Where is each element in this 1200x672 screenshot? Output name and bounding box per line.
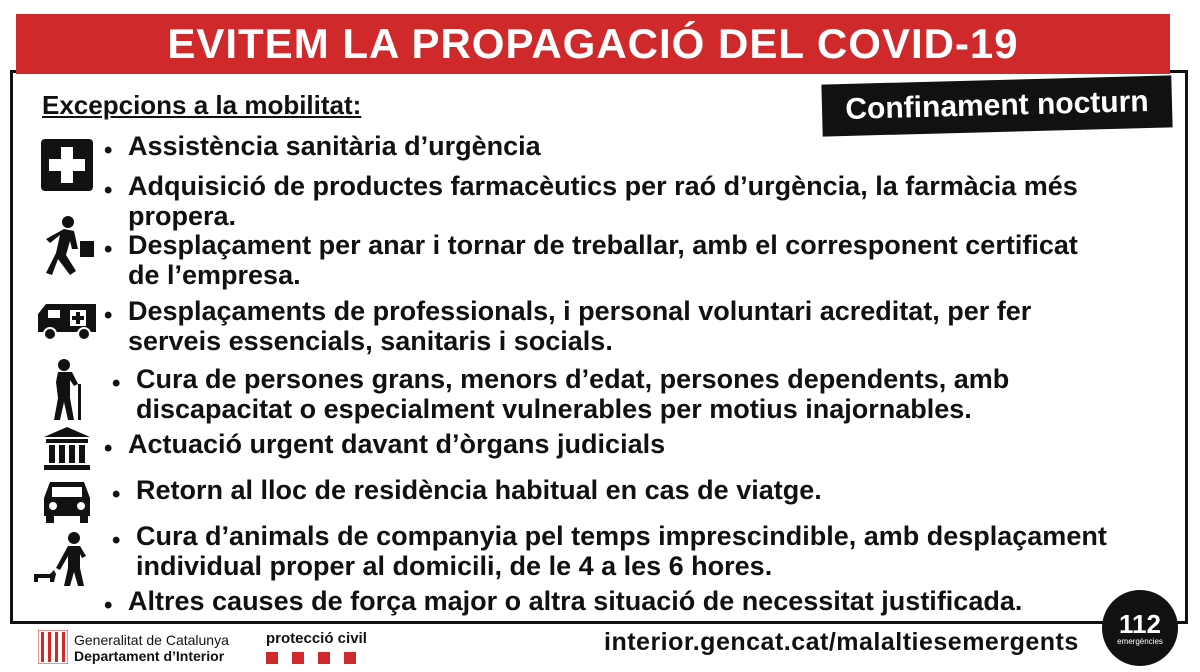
bullet: • [104, 435, 113, 462]
list-item: Adquisició de productes farmacèutics per raó d’urgència, la farmàcia més propera. [128, 171, 1078, 231]
generalitat-logo-icon [38, 630, 68, 664]
list-item: Assistència sanitària d’urgència [128, 131, 541, 161]
civil-protection-logo-icon [266, 652, 356, 664]
courthouse-icon [42, 425, 92, 471]
bullet: • [104, 137, 113, 164]
department-name: Departament d’Interior [74, 648, 225, 664]
bullet: • [104, 177, 113, 204]
title-banner [16, 14, 1170, 74]
status-badge: Confinament nocturn [821, 75, 1172, 136]
emergency-112-logo: 112 emergències [1102, 590, 1178, 666]
section-heading: Excepcions a la mobilitat: [42, 90, 362, 120]
elderly-person-icon [48, 358, 88, 422]
walking-worker-icon [38, 215, 98, 279]
government-name: Generalitat de Catalunya [74, 632, 229, 648]
civil-protection-label: protecció civil [266, 630, 367, 647]
bullet: • [104, 592, 113, 619]
ambulance-icon [36, 300, 98, 342]
list-item: Desplaçaments de professionals, i personal voluntari acreditat, per fer serveis essencials, sanitaris i socials. [128, 296, 1032, 356]
dog-walker-icon [30, 530, 92, 588]
list-item: Altres causes de força major o altra situació de necessitat justificada. [128, 586, 1023, 616]
bullet: • [112, 527, 121, 554]
first-aid-icon [40, 138, 94, 192]
bullet: • [112, 481, 121, 508]
list-item: Cura d’animals de companyia pel temps imprescindible, amb desplaçament individual proper al domicili, de le 4 a les 6 hores. [136, 521, 1107, 581]
page-title: EVITEM LA PROPAGACIÓ DEL COVID-19 [167, 20, 1019, 67]
bullet: • [112, 370, 121, 397]
website-url[interactable]: interior.gencat.cat/malaltiesemergents [604, 628, 1079, 656]
list-item: Actuació urgent davant d’òrgans judicials [128, 429, 666, 459]
bullet: • [104, 302, 113, 329]
list-item: Desplaçament per anar i tornar de treballar, amb el corresponent certificat de l’empresa. [128, 230, 1078, 290]
car-icon [40, 478, 94, 524]
list-item: Cura de persones grans, menors d’edat, persones dependents, amb discapacitat o especialment vulnerables per motius inajornables. [136, 364, 1010, 424]
list-item: Retorn al lloc de residència habitual en cas de viatge. [136, 475, 822, 505]
bullet: • [104, 236, 113, 263]
